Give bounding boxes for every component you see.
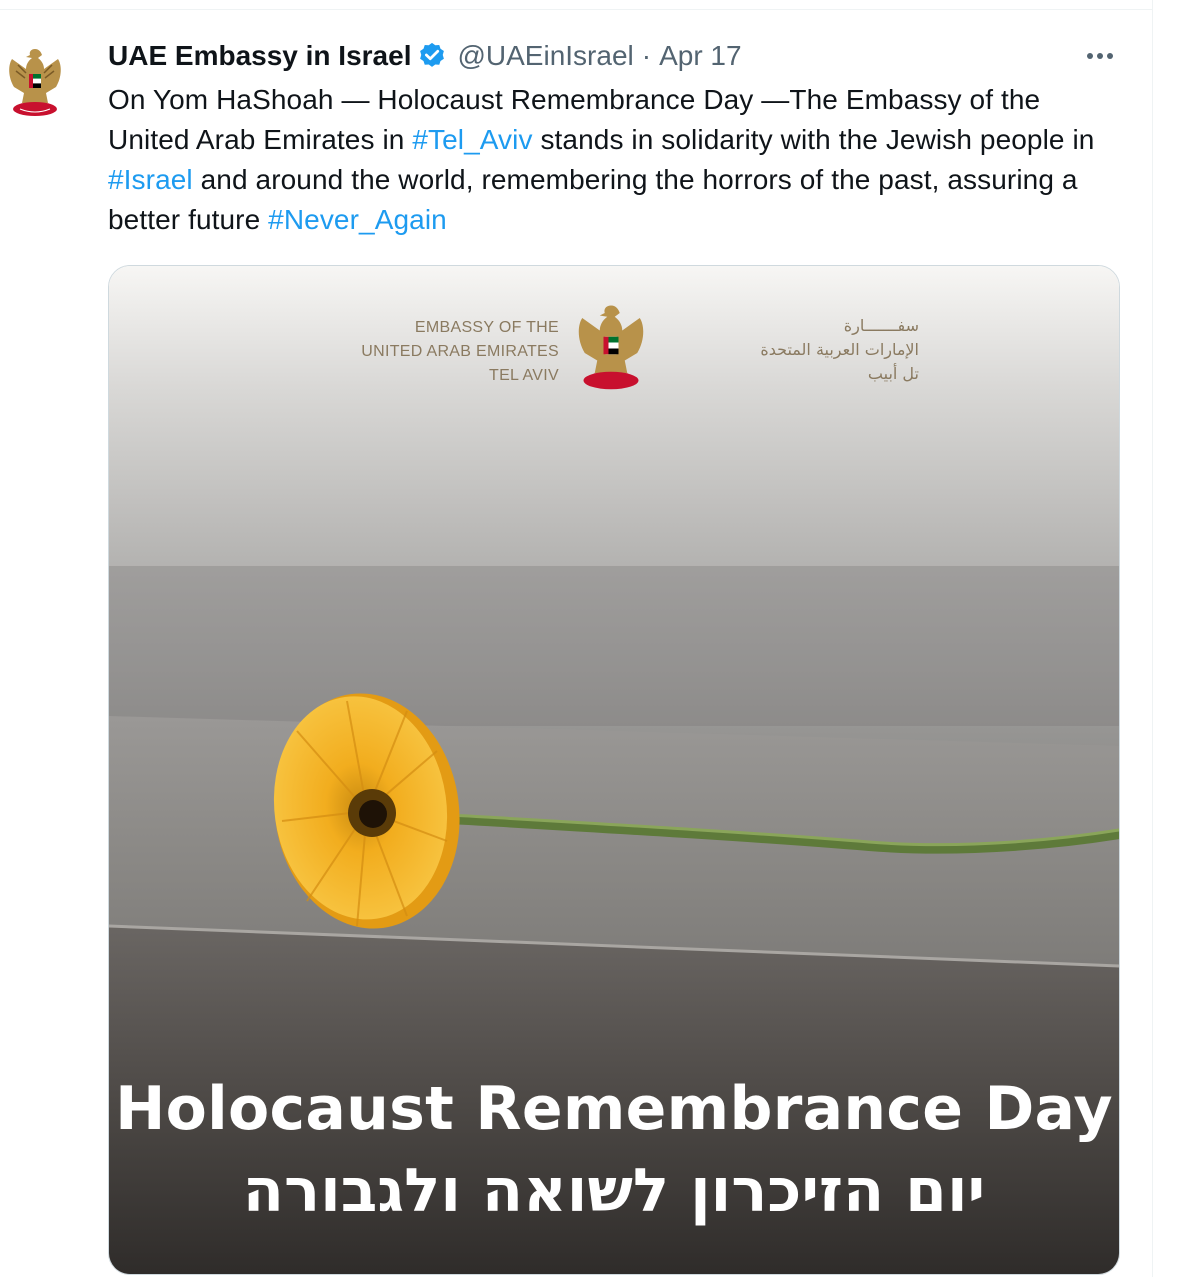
divider xyxy=(1152,0,1153,1277)
tweet-image[interactable] xyxy=(108,265,1120,1275)
uae-falcon-crest-icon xyxy=(571,298,651,398)
embassy-line: الإمارات العربية المتحدة xyxy=(760,340,919,359)
tweet-header xyxy=(108,36,742,76)
more-dots-icon xyxy=(1087,53,1093,59)
embassy-line: سفـــــــارة xyxy=(843,316,919,335)
more-dots-icon xyxy=(1107,53,1113,59)
hashtag-link[interactable]: #Tel_Aviv xyxy=(412,124,533,155)
verified-badge-icon xyxy=(417,41,447,71)
hashtag-link[interactable]: #Never_Again xyxy=(268,204,447,235)
tweet-text-segment: stands in solidarity with the Jewish people in xyxy=(532,124,1095,155)
caption-hebrew: יום הזיכרון לשואה ולגבורה xyxy=(242,1156,986,1226)
tweet-date[interactable]: Apr 17 xyxy=(659,40,742,71)
separator-dot: · xyxy=(641,40,652,71)
more-dots-icon xyxy=(1097,53,1103,59)
embassy-line: تل أبيب xyxy=(867,364,919,383)
uae-falcon-crest-icon xyxy=(9,49,61,116)
more-options-button[interactable] xyxy=(1080,40,1120,72)
embassy-name-en xyxy=(319,316,559,388)
avatar[interactable] xyxy=(4,43,66,123)
author-handle[interactable]: @UAEinIsrael xyxy=(457,40,634,71)
tweet-text-segment: and around the world, remembering the horrors of the past, assuring a better future xyxy=(108,164,1078,235)
author-name[interactable]: UAE Embassy in Israel xyxy=(108,40,412,71)
tweet-text-segment: On Yom HaShoah — Holocaust Remembrance Day —The Embassy of the United Arab Emirates in xyxy=(108,84,1041,155)
embassy-line: TEL AVIV xyxy=(489,367,559,384)
tweet-text xyxy=(108,80,1118,240)
caption-english: Holocaust Remembrance Day xyxy=(115,1074,1113,1144)
divider xyxy=(0,9,1152,10)
hashtag-link[interactable]: #Israel xyxy=(108,164,193,195)
embassy-name-ar xyxy=(659,314,919,386)
embassy-line: EMBASSY OF THE xyxy=(414,319,559,336)
embassy-line: UNITED ARAB EMIRATES xyxy=(361,343,559,360)
